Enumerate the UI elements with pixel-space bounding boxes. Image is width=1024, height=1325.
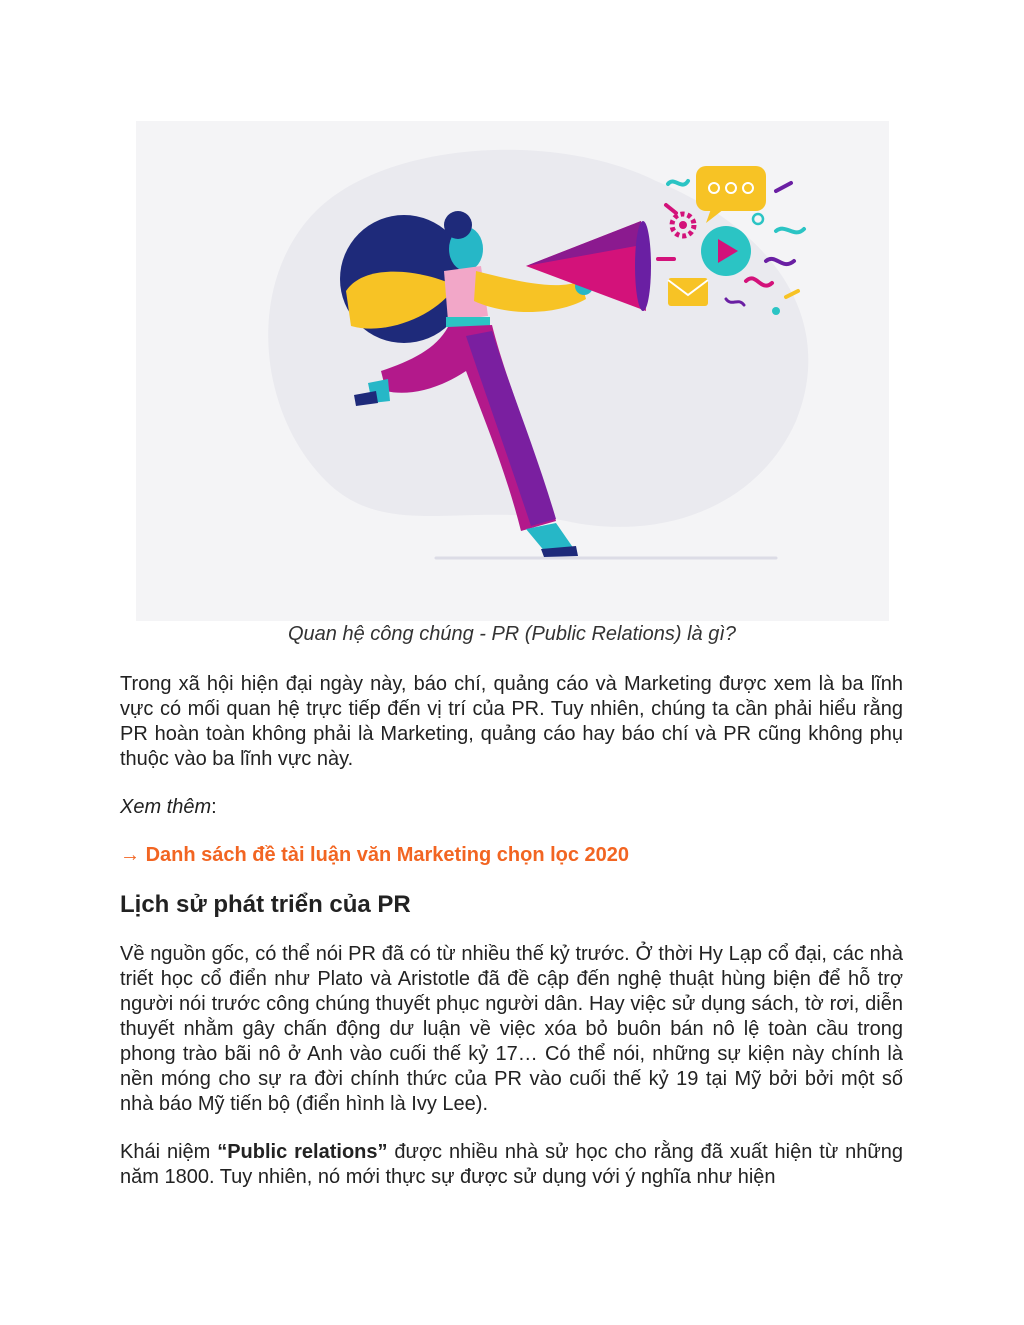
see-more-text: Xem thêm	[120, 796, 212, 818]
mail-icon	[668, 278, 708, 306]
history-paragraph: Về nguồn gốc, có thể nói PR đã có từ nhiều thế kỷ trước. Ở thời Hy Lạp cổ đại, các nhà triết học cổ điển như Plato và Aristotle đã đề cập đến nghệ thuật hùng biện để hỗ trợ người nói trước công chúng thuyết phục người dân. Hay việc sử dụng sách, tờ rơi, diễn thuyết nhằm gây chấn động dư luận về việc xóa bỏ buôn bán nô lệ toàn cầu trong phong trào bãi nô ở Anh vào cuối thế kỷ 17… Có thể nói, những sự kiện này chính là nền móng cho sự ra đời chính thức của PR vào cuối thế kỷ 19 tại Mỹ bởi bởi một số nhà báo Mỹ tiến bộ (điển hình là Ivy Lee).	[120, 943, 903, 1115]
article-illustration	[136, 121, 889, 621]
section-heading: Lịch sử phát triển của PR	[120, 891, 411, 918]
concept-term: “Public relations”	[217, 1141, 388, 1163]
related-article-link-text[interactable]: Danh sách đề tài luận văn Marketing chọn lọc 2020	[145, 844, 630, 866]
see-more-label	[120, 795, 903, 820]
article-body	[120, 672, 903, 1190]
play-icon	[701, 226, 751, 276]
related-article-link[interactable]	[120, 843, 903, 868]
intro-paragraph: Trong xã hội hiện đại ngày này, báo chí, quảng cáo và Marketing được xem là ba lĩnh vực có mối quan hệ trực tiếp đến vị trí của PR. Tuy nhiên, chúng ta cần phải hiểu rằng PR hoàn toàn không phải là Marketing, quảng cáo hay báo chí và PR cũng không phụ thuộc vào ba lĩnh vực này.	[120, 673, 903, 770]
figure-caption: Quan hệ công chúng - PR (Public Relations) là gì?	[287, 623, 737, 645]
concept-rest: được nhiều nhà sử học cho rằng đã xuất hiện từ những năm 1800. Tuy nhiên, nó mới thực sự được sử dụng với ý nghĩa như hiện	[120, 1141, 903, 1188]
see-more-colon: :	[211, 796, 217, 818]
concept-prefix: Khái niệm	[120, 1141, 218, 1163]
arrow-icon: →	[120, 844, 140, 866]
concept-paragraph	[120, 1140, 903, 1190]
